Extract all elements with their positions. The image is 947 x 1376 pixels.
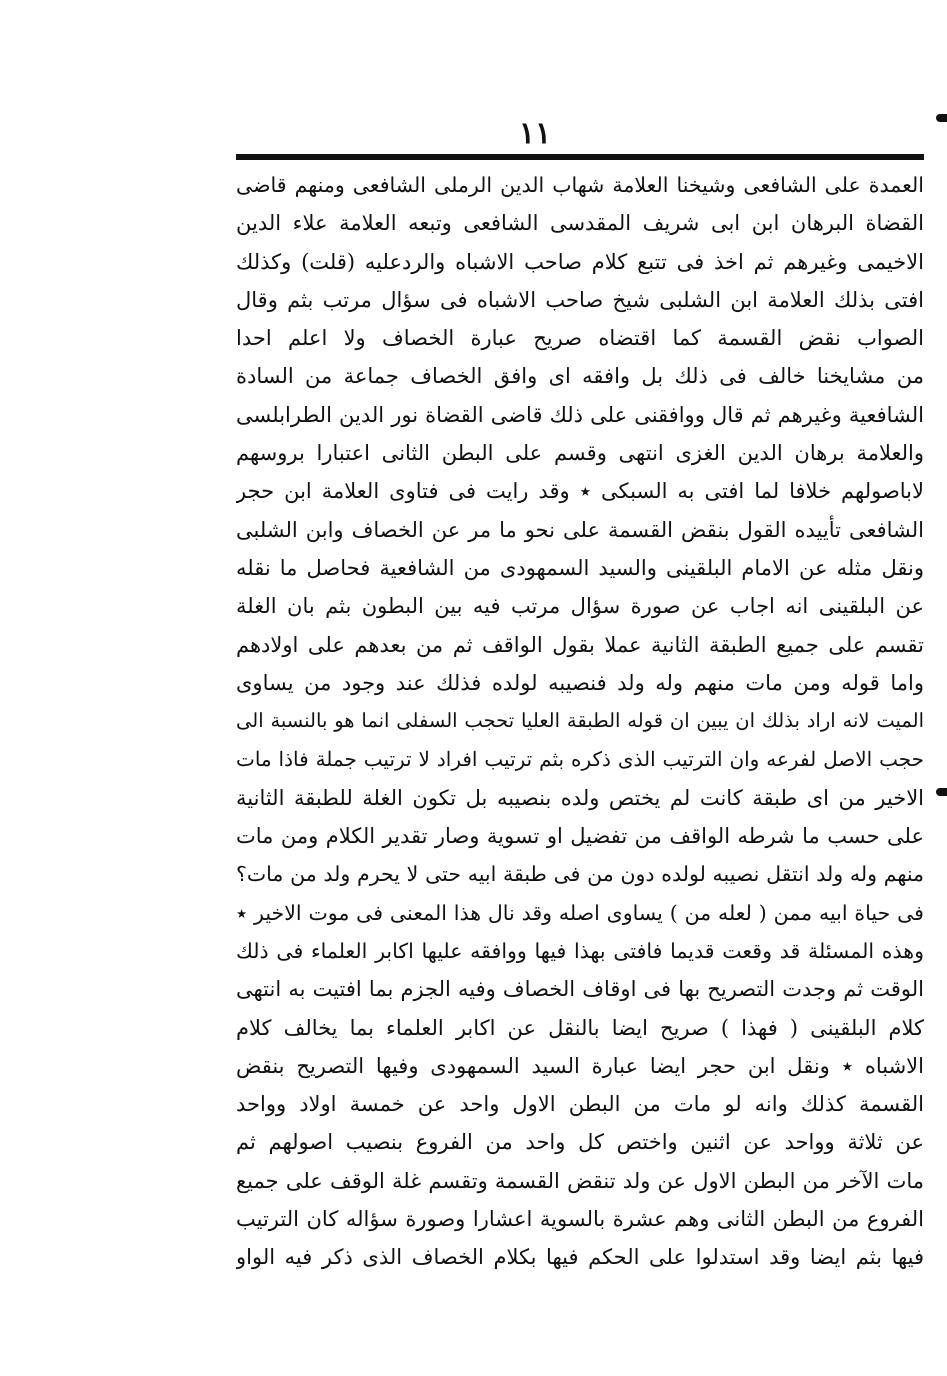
text-line: لاباصولهم خلافا لما افتى به السبكى ٭ وقد رايت فى فتاوى العلامة ابن حجر (236, 479, 924, 504)
text-line: الاشباه ٭ ونقل ابن حجر ايضا عبارة السيد السمهودى وفيها التصريح بنقض (236, 1053, 924, 1078)
text-line: الوقت ثم وجدت التصريح بها فى اوقاف الخصاف وفيه الجزم بما افتيت به انتهى (236, 977, 924, 1002)
text-line: الاخيمى وغيرهم ثم اخذ فى تتبع كلام صاحب الاشباه والردعليه (قلت) وكذلك (236, 249, 924, 274)
text-line: القضاة البرهان ابن ابى شريف المقدسى الشافعى وتبعه العلامة علاء الدين (236, 211, 924, 236)
text-line: على حسب ما شرطه الواقف من تفضيل او تسوية وصار تقدير الكلام ومن مات (236, 824, 924, 849)
text-line: القسمة كذلك وانه لو مات من البطن الاول واحد عن خمسة اولاد وواحد (236, 1092, 924, 1117)
text-line: الميت لانه اراد بذلك ان يبين ان قوله الطبقة العليا تحجب السفلى انما هو بالنسبة الى (236, 709, 924, 733)
text-line: الاخير من اى طبقة كانت لم يختص ولده بنصيبه بل تكون الغلة للطبقة الثانية (236, 785, 924, 810)
margin-mark (936, 788, 947, 796)
text-line: الشافعى تأييده القول بنقض القسمة على نحو ما مر عن الخصاف وابن الشلبى (236, 517, 924, 542)
text-line: والعلامة برهان الدين الغزى انتهى وقسم على البطن الثانى اعتبارا بروسهم (236, 441, 924, 466)
text-line: كلام البلقينى ( فهذا ) صريح ايضا بالنقل عن اكابر العلماء بما يخالف كلام (236, 1015, 924, 1040)
text-line: ونقل مثله عن الامام البلقينى والسيد السمهودى من الشافعية فحاصل ما نقله (236, 555, 924, 580)
text-line: منهم وله ولد انتقل نصيبه لولده دون من فى طبقة ابيه حتى لا يحرم ولد من مات؟ (236, 862, 924, 887)
header-rule (236, 154, 924, 160)
margin-mark (936, 114, 947, 122)
text-line: مات الآخر من البطن الاول عن ولد تنقض القسمة وتقسم غلة الوقف على جميع (236, 1168, 924, 1193)
text-line: الصواب نقض القسمة كما اقتضاه صريح عبارة الخصاف ولا اعلم احدا (236, 326, 924, 351)
text-line: عن البلقينى انه اجاب عن صورة سؤال مرتب فيه بين البطون بثم بان الغلة (236, 594, 924, 619)
text-line: فيها بثم ايضا وقد استدلوا على الحكم فيها بكلام الخصاف الذى ذكر فيه الواو (236, 1245, 924, 1270)
text-line: الفروع من البطن الثانى وهم عشرة بالسوية اعشارا وصورة سؤاله كان الترتيب (236, 1207, 924, 1232)
text-line: عن ثلاثة وواحد عن اثنين واختص كل واحد من الفروع بنصيب اصولهم ثم (236, 1130, 924, 1155)
text-line: من مشايخنا خالف فى ذلك بل وافقه اى وافق الخصاف جماعة من السادة (236, 364, 924, 389)
text-line: حجب الاصل لفرعه وان الترتيب الذى ذكره بثم ترتيب افراد لا ترتيب جملة فاذا مات (236, 747, 924, 772)
text-line: تقسم على جميع الطبقة الثانية عملا بقول الواقف ثم من بعدهم على اولادهم (236, 632, 924, 657)
text-line: وهذه المسئلة قد وقعت قديما فافتى بهذا فيها ووافقه عليها اكابر العلماء فى ذلك (236, 938, 924, 963)
text-line: العمدة على الشافعى وشيخنا العلامة شهاب الدين الرملى الشافعى ومنهم قاضى (236, 173, 924, 197)
page-number: ١١ (518, 116, 552, 151)
text-line: الشافعية وغيرهم ثم قال ووافقنى على ذلك قاضى القضاة نور الدين الطرابلسى (236, 402, 924, 427)
text-line: افتى بذلك العلامة ابن الشلبى شيخ صاحب الاشباه فى سؤال مرتب بثم وقال (236, 287, 924, 312)
text-line: واما قوله ومن مات منهم وله ولد فنصيبه لولده فذلك عند وجود من يساوى (236, 670, 924, 695)
body-text (236, 166, 924, 1277)
text-line: فى حياة ابيه ممن ( لعله من ) يساوى اصله وقد نال هذا المعنى فى موت الاخير ٭ (236, 900, 924, 925)
